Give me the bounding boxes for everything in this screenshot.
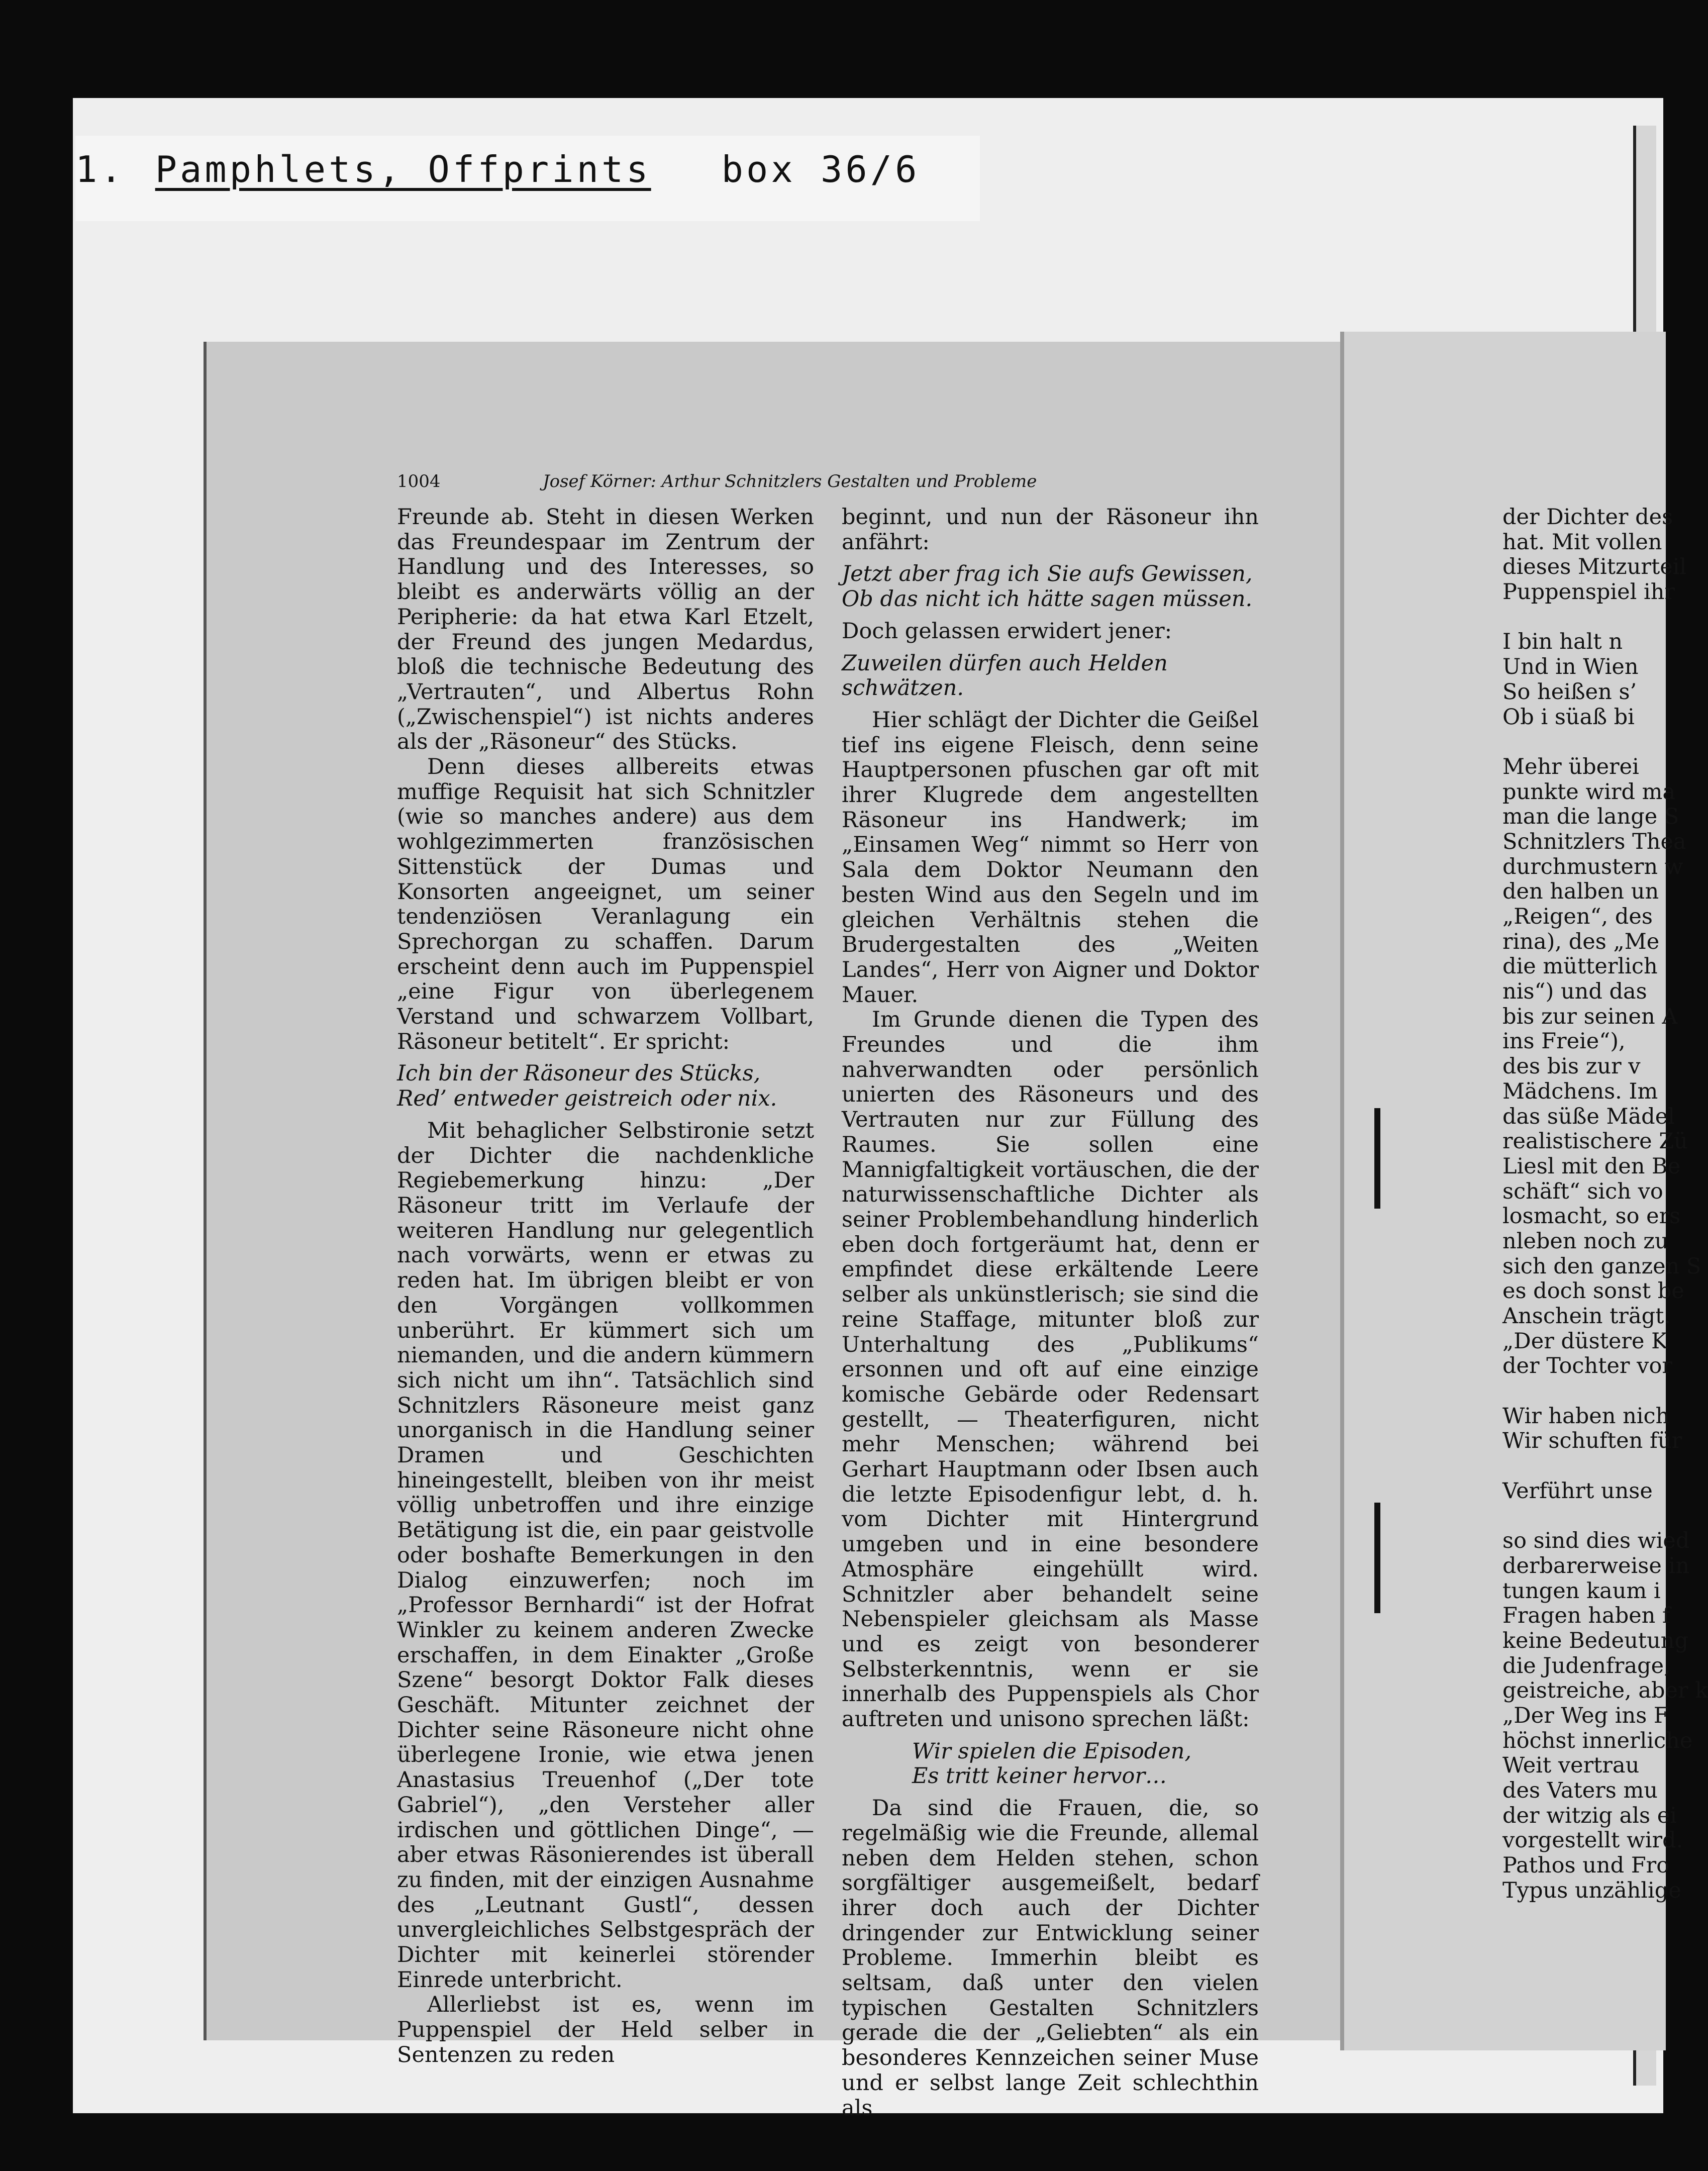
facing-page-line: sich den ganzen S bbox=[1502, 1253, 1701, 1279]
running-title: Josef Körner: Arthur Schnitzlers Gestalten und Probleme bbox=[543, 471, 1037, 491]
facing-page-line: „Der düstere K bbox=[1502, 1328, 1668, 1354]
facing-page-line: vorgestellt wird. bbox=[1502, 1828, 1683, 1853]
verse-quote bbox=[842, 651, 1259, 701]
facing-page-line: durchmustern w bbox=[1502, 854, 1683, 879]
facing-page-line: Ob i süaß bi bbox=[1502, 704, 1635, 730]
facing-page-line: Liesl mit den Be bbox=[1502, 1153, 1681, 1179]
facing-page-line: das süße Mädel bbox=[1502, 1104, 1675, 1129]
text-column-facing-page bbox=[1502, 505, 1708, 1903]
facing-page-line: des Vaters mu bbox=[1502, 1778, 1658, 1804]
facing-page-line: schäft“ sich vo bbox=[1502, 1178, 1663, 1204]
page-number: 1004 bbox=[397, 471, 441, 491]
facing-page-line: Weit vertrau bbox=[1502, 1753, 1640, 1779]
facing-page-line: höchst innerliche bbox=[1502, 1728, 1693, 1753]
facing-page-line: man die lange S bbox=[1502, 804, 1679, 830]
facing-page-line: geistreiche, aber k bbox=[1502, 1678, 1708, 1704]
facing-page-line: Fragen haben f bbox=[1502, 1603, 1670, 1629]
facing-page-line: den halben un bbox=[1502, 879, 1659, 905]
facing-page-line: Mehr überei bbox=[1502, 754, 1639, 779]
label-category: Pamphlets, Offprints bbox=[155, 148, 651, 190]
archive-label bbox=[75, 148, 920, 190]
facing-page-line: nis“) und das bbox=[1502, 979, 1647, 1005]
paragraph: Doch gelassen erwidert jener: bbox=[842, 618, 1172, 644]
facing-page-line: der Dichter des bbox=[1502, 505, 1673, 530]
facing-page-line: „Reigen“, des bbox=[1502, 904, 1653, 929]
verse-line: Ob das nicht ich hätte sagen müssen. bbox=[842, 586, 1253, 612]
facing-page-line: Puppenspiel ihr bbox=[1502, 579, 1675, 605]
paragraph: Denn dieses allbereits etwas muffige Requisit hat sich Schnitzler (wie so manches andere) aus dem wohlgezimmerten französischen Sittenstück der Dumas und Konsorten angeeignet, um seiner tendenziösen Veranlagung ein Sprechorgan zu schaffen. Darum erscheint denn auch im Puppenspiel „eine Figur von überlegenem Verstand und schwarzem Vollbart, Räsoneur betitelt“. Er spricht: bbox=[397, 754, 814, 1054]
verse-line: Ich bin der Räsoneur des Stücks, bbox=[397, 1061, 761, 1087]
facing-page-line: punkte wird ma bbox=[1502, 779, 1676, 805]
facing-page-line: Schnitzlers Thea bbox=[1502, 829, 1686, 854]
facing-page-line: des bis zur v bbox=[1502, 1054, 1641, 1079]
facing-page-line: Mädchens. Im bbox=[1502, 1078, 1658, 1104]
facing-page-line: Wir haben nich bbox=[1502, 1403, 1670, 1429]
paragraph: beginnt, und nun der Räsoneur ihn anfährt: bbox=[842, 505, 1259, 555]
facing-page-line bbox=[1502, 1504, 1668, 1529]
facing-page-line: der Tochter vor bbox=[1502, 1353, 1672, 1379]
verse-line: Wir spielen die Episoden, bbox=[912, 1738, 1192, 1764]
facing-page-line: derbarerweise in bbox=[1502, 1553, 1689, 1578]
facing-page-line bbox=[1502, 730, 1668, 755]
facing-page-line: Typus unzählige bbox=[1502, 1878, 1681, 1903]
facing-page-line: hat. Mit vollen bbox=[1502, 529, 1662, 555]
facing-page-line: So heißen s’ bbox=[1502, 679, 1637, 705]
facing-page-line: keine Bedeutung bbox=[1502, 1628, 1688, 1653]
label-number: 1. bbox=[75, 148, 125, 190]
paragraph: Allerliebst ist es, wenn im Puppenspiel der Held selber in Sentenzen zu reden bbox=[397, 1992, 814, 2067]
paragraph: Mit behaglicher Selbstironie setzt der Dichter die nachdenkliche Regiebemerkung hinzu: „Der Räsoneur tritt im Verlaufe der weiteren Handlung nur gelegentlich nach vorwärts, wenn er etwas zu reden hat. Im übrigen bleibt er von den Vorgängen vollkommen unberührt. Er kümmert sich um niemanden, und die andern kümmern sich nicht um ihn“. Tatsächlich sind Schnitzlers Räsoneure meist ganz unorganisch in die Handlung seiner Dramen und Geschichten hineingestellt, bleiben von ihr meist völlig unbetroffen und ihre einzige Betätigung ist die, ein paar geistvolle oder boshafte Bemerkungen in den Dialog einzuwerfen; noch im „Professor Bernhardi“ ist der Hofrat Winkler zu keinem anderen Zwecke erschaffen, in dem Einakter „Große Szene“ besorgt Doktor Falk dieses Geschäft. Mitunter zeichnet der Dichter seine Räsoneure nicht ohne überlegene Ironie, wie etwa jenen Anastasius Treuenhof („Der tote Gabriel“), „den Versteher aller irdischen und göttlichen Dinge“, — aber etwas Räsonierendes ist überall zu finden, mit der einzigen Ausnahme des „Leutnant Gustl“, dessen unvergleichliches Selbstgespräch der Dichter mit keinerlei störender Einrede unterbricht. bbox=[397, 1118, 814, 1993]
facing-page-line: bis zur seinen A bbox=[1502, 1004, 1678, 1029]
facing-page-line: Verführt unse bbox=[1502, 1478, 1653, 1504]
facing-page-line: dieses Mitzurteil bbox=[1502, 554, 1687, 580]
verse-quote bbox=[842, 1739, 1259, 1789]
facing-page-line bbox=[1502, 1454, 1668, 1479]
facing-page-line: es doch sonst be bbox=[1502, 1278, 1684, 1304]
facing-page-line: ins Freie“), bbox=[1502, 1029, 1626, 1054]
facing-page-line: Und in Wien bbox=[1502, 654, 1639, 680]
paragraph: Hier schlägt der Dichter die Geißel tief ins eigene Fleisch, denn seine Hauptpersonen pfuschen gar oft mit ihrer Klugrede dem angestellten Räsoneur ins Handwerk; im „Einsamen Weg“ nimmt so Herr von Sala dem Doktor Neumann den besten Wind aus den Segeln und im gleichen Verhältnis stehen die Brudergestalten des „Weiten Landes“, Herr von Aigner und Doktor Mauer. bbox=[842, 707, 1259, 1008]
facing-page-line: Wir schuften für bbox=[1502, 1428, 1682, 1454]
text-column-left bbox=[397, 505, 814, 2068]
paragraph: Freunde ab. Steht in diesen Werken das Freundespaar im Zentrum der Handlung und des Interesses, so bleibt es anderwärts völlig an der Peripherie: da hat etwa Karl Etzelt, der Freund des jungen Medardus, bloß die technische Bedeutung des „Vertrauten“, und Albertus Rohn („Zwischenspiel“) ist nichts anderes als der „Räsoneur“ des Stücks. bbox=[397, 505, 814, 755]
facing-page-line: nleben noch zu bbox=[1502, 1228, 1669, 1254]
facing-page-line: realistischere Zü bbox=[1502, 1129, 1688, 1154]
verse-line: Red’ entweder geistreich oder nix. bbox=[397, 1086, 777, 1112]
facing-page-line: der witzig als ei bbox=[1502, 1803, 1677, 1828]
text-column-right bbox=[842, 505, 1259, 2121]
facing-page-line: Pathos und Fro bbox=[1502, 1853, 1670, 1879]
facing-page-line: „Der Weg ins F bbox=[1502, 1703, 1669, 1728]
facing-page-line: so sind dies wied bbox=[1502, 1528, 1690, 1554]
facing-page-line: Anschein trägt. bbox=[1502, 1304, 1671, 1329]
verse-quote bbox=[397, 1061, 814, 1111]
verse-quote bbox=[842, 562, 1259, 612]
verse-line: Es tritt keiner hervor… bbox=[912, 1763, 1167, 1789]
staple-bottom bbox=[1374, 1503, 1380, 1613]
facing-page-line bbox=[1502, 1379, 1668, 1404]
facing-page-line: I bin halt n bbox=[1502, 629, 1623, 655]
facing-page-line: tungen kaum i bbox=[1502, 1578, 1661, 1604]
verse-line: Jetzt aber frag ich Sie aufs Gewissen, bbox=[842, 561, 1253, 587]
verse-line: Zuweilen dürfen auch Helden schwätzen. bbox=[842, 650, 1168, 701]
facing-page-line: die mütterlich bbox=[1502, 954, 1658, 979]
label-box: box 36/6 bbox=[721, 148, 920, 190]
paragraph: Da sind die Frauen, die, so regelmäßig wie die Freunde, allemal neben dem Helden stehen, schon sorgfältiger ausgemeißelt, bedarf ihrer doch auch der Dichter dringender zur Entwicklung seiner Probleme. Immerhin bleibt es seltsam, daß unter den vielen typischen Gestalten Schnitzlers gerade die der „Geliebten“ als ein besonderes Kennzeichen seiner Muse und er selbst lange Zeit schlechthin als bbox=[842, 1796, 1259, 2121]
paragraph: Im Grunde dienen die Typen des Freundes und die ihm nahverwandten oder persönlich unierten des Räsoneurs und des Vertrauten nur zur Füllung des Raumes. Sie sollen eine Mannigfaltigkeit vortäuschen, die der naturwissenschaftliche Dichter als seiner Problembehandlung hinderlich eben doch fortgeräumt hat, denn er empfindet diese erkältende Leere selber als unkünstlerisch; sie sind die reine Staffage, mitunter bloß zur Unterhaltung des „Publikums“ ersonnen und oft auf eine einzige komische Gebärde oder Redensart gestellt, — Theaterfiguren, nicht mehr Menschen; während bei Gerhart Hauptmann oder Ibsen auch die letzte Episodenfigur lebt, d. h. vom Dichter mit Hintergrund umgeben und in eine besondere Atmosphäre eingehüllt wird. Schnitzler aber behandelt seine Nebenspieler gleichsam als Masse und es zeigt von besonderer Selbsterkenntnis, wenn er sie innerhalb des Puppenspiels als Chor auftreten und unisono sprechen läßt: bbox=[842, 1007, 1259, 1732]
facing-page-line: rina), des „Me bbox=[1502, 929, 1660, 954]
facing-page-line bbox=[1502, 605, 1668, 630]
facing-page-line: losmacht, so ers bbox=[1502, 1204, 1681, 1229]
facing-page-line: die Judenfrage, bbox=[1502, 1653, 1671, 1679]
staple-top bbox=[1374, 1108, 1380, 1209]
